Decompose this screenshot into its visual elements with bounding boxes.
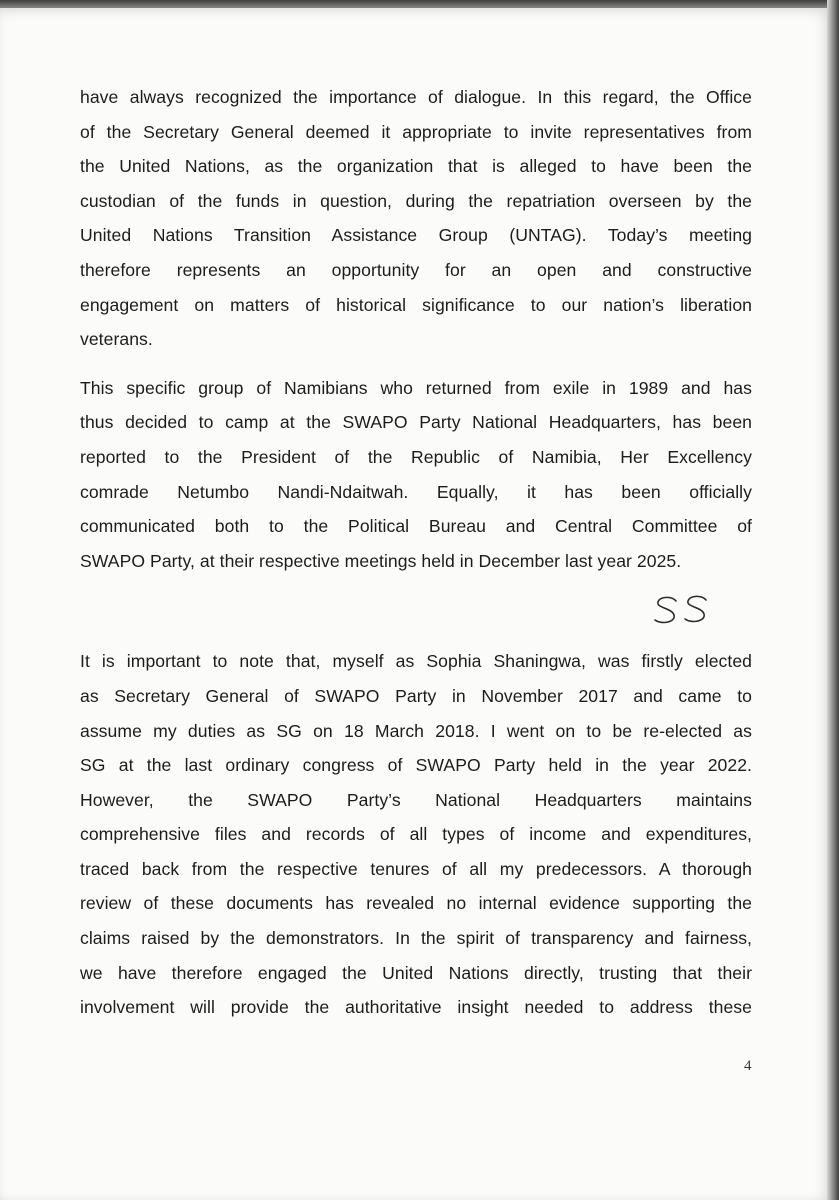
text-line: we have therefore engaged the United Nations directly, trusting that their [80, 962, 752, 983]
text-line: SWAPO Party, at their respective meetings held in December last year 2025. [80, 550, 682, 571]
text-line: therefore represents an opportunity for an open and constructive [80, 259, 752, 280]
text-line: thus decided to camp at the SWAPO Party National Headquarters, has been [80, 412, 752, 433]
paragraph-3 [80, 644, 752, 1025]
text-line: SG at the last ordinary congress of SWAPO Party held in the year 2022. [80, 755, 752, 776]
text-line: This specific group of Namibians who returned from exile in 1989 and has [80, 377, 752, 398]
text-line: assume my duties as SG on 18 March 2018. I went on to be re-elected as [80, 720, 752, 741]
text-line: veterans. [80, 329, 153, 350]
text-line: reported to the President of the Republic of Namibia, Her Excellency [80, 446, 752, 467]
paragraph-1 [80, 80, 752, 357]
handwritten-initials [650, 592, 714, 628]
document-body [80, 80, 752, 1025]
text-line: traced back from the respective tenures of all my predecessors. A thorough [80, 858, 752, 879]
scan-edge-right [827, 0, 839, 1200]
text-line: as Secretary General of SWAPO Party in November 2017 and came to [80, 685, 752, 706]
page-number: 4 [744, 1058, 752, 1074]
text-line: the United Nations, as the organization that is alleged to have been the [80, 156, 752, 177]
paragraph-2 [80, 371, 752, 579]
text-line: However, the SWAPO Party’s National Headquarters maintains [80, 789, 752, 810]
text-line: United Nations Transition Assistance Group (UNTAG). Today’s meeting [80, 225, 752, 246]
text-line: claims raised by the demonstrators. In the spirit of transparency and fairness, [80, 928, 752, 949]
text-line: involvement will provide the authoritative insight needed to address these [80, 997, 752, 1018]
text-line: review of these documents has revealed no internal evidence supporting the [80, 893, 752, 914]
text-line: communicated both to the Political Bureau and Central Committee of [80, 516, 752, 537]
text-line: comprehensive files and records of all types of income and expenditures, [80, 824, 752, 845]
text-line: comrade Netumbo Nandi-Ndaitwah. Equally, it has been officially [80, 481, 752, 502]
text-line: It is important to note that, myself as Sophia Shaningwa, was firstly elected [80, 651, 752, 672]
text-line: of the Secretary General deemed it appropriate to invite representatives from [80, 121, 752, 142]
text-line: engagement on matters of historical significance to our nation’s liberation [80, 294, 752, 315]
text-line: have always recognized the importance of dialogue. In this regard, the Office [80, 87, 752, 107]
text-line: custodian of the funds in question, during the repatriation overseen by the [80, 190, 752, 211]
